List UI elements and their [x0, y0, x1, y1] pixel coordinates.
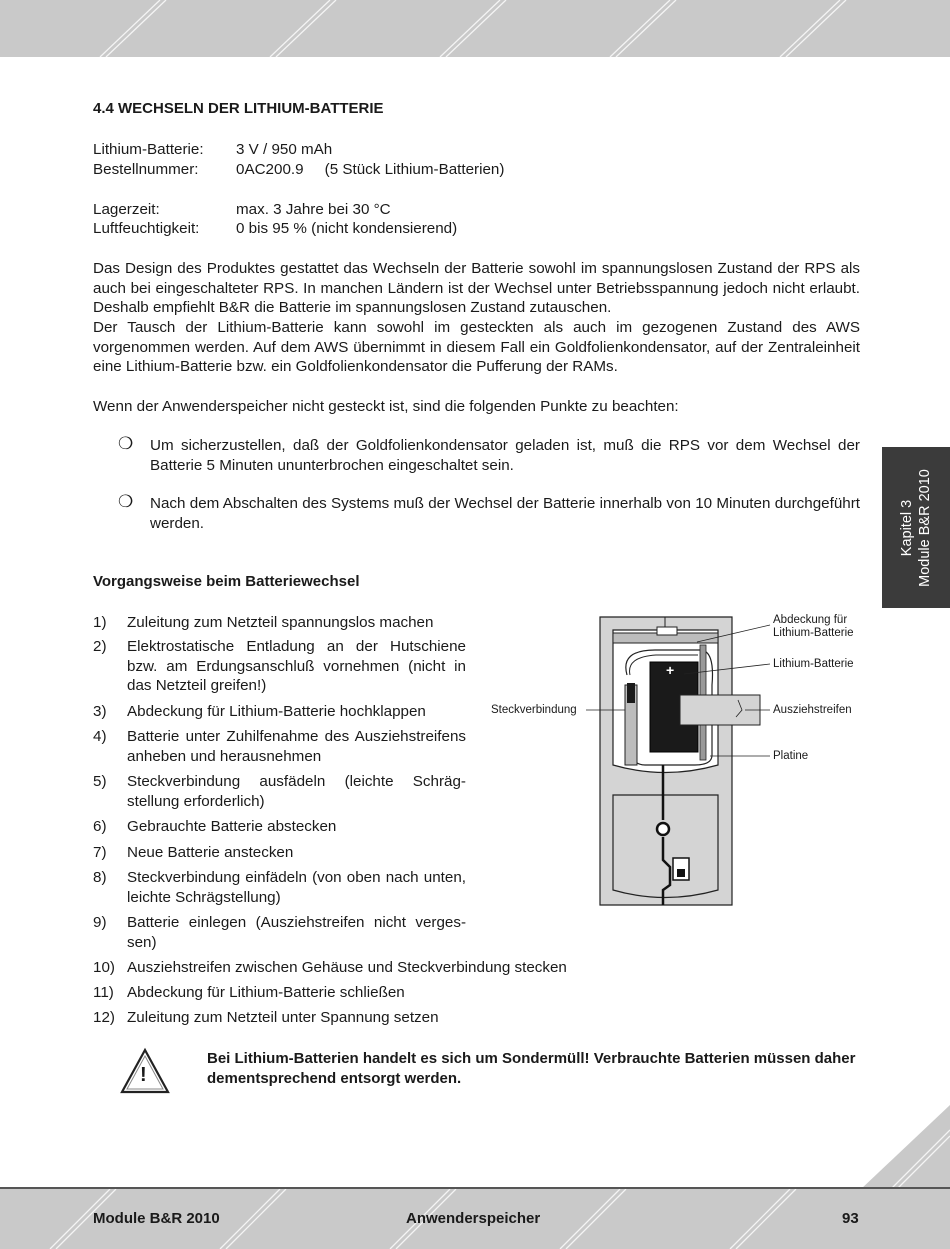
- diagram-label-battery: Lithium-Batterie: [773, 658, 854, 670]
- spec-value-humidity: 0 bis 95 % (nicht kondensierend): [236, 220, 458, 237]
- spec-label-order: Bestellnummer:: [93, 161, 199, 178]
- spec-value-order: 0AC200.9 (5 Stück Lithium-Batterien): [236, 161, 505, 178]
- warning-icon-glyph: !: [140, 1064, 147, 1086]
- diagram-label-cover: Abdeckung für Lithium-Batterie: [773, 614, 854, 639]
- side-tab-title: Module B&R 2010: [917, 468, 933, 587]
- spec-label-humidity: Luftfeuchtigkeit:: [93, 220, 200, 237]
- footer-section-title: Anwenderspeicher: [406, 1210, 541, 1227]
- battery-plus-sign: +: [666, 662, 675, 678]
- diagram-label-board: Platine: [773, 750, 809, 762]
- bullet-icon: ❍: [118, 434, 134, 453]
- paragraph-exchange: Der Tausch der Lithium-Batterie kann sowohl im gesteckten als auch im gezogenen Zustand des AWS vorgenommen werden. Auf dem AWS übernimmt in diesem Fall ein Goldfolienkondensator, auf der Zentraleinheit eine Lithium-Batterie bzw. ein Goldfolienkondensator die Pufferung der RAMs.: [93, 319, 860, 376]
- page-number: 93: [842, 1210, 859, 1227]
- spec-label-storage: Lagerzeit:: [93, 201, 160, 218]
- cable-connector: [657, 823, 669, 835]
- diagram-label-strip: Ausziehstreifen: [773, 704, 852, 716]
- connector-plug: [627, 683, 635, 703]
- footer-product-name: Module B&R 2010: [93, 1210, 220, 1227]
- section-heading: 4.4 WECHSELN DER LITHIUM-BATTERIE: [93, 100, 384, 117]
- warning-text: Bei Lithium-Batterien handelt es sich um Sondermüll! Verbrauchte Batterien müssen daher dementsprechend entsorgt werden.: [207, 1050, 856, 1087]
- corner-triangle-decoration: [860, 1105, 950, 1190]
- paragraph-design: Das Design des Produktes gestattet das Wechseln der Batterie sowohl im spannungslosen Zustand der RPS als auch bei eingeschalteter RPS. In manchen Ländern ist der Wechsel unter Betriebsspannung jedoch nicht erlaubt. Deshalb empfiehlt B&R die Batterie im spannungslosen Zustand zutauschen.: [93, 260, 860, 317]
- bullet-icon: ❍: [118, 492, 134, 511]
- diagram-label-connector: Steckverbindung: [491, 704, 577, 716]
- bullet-text-capacitor: Um sicherzustellen, daß der Goldfolienkondensator geladen ist, muß die RPS vor dem Wechsel der Batterie 5 Minuten ununterbrochen eingeschaltet sein.: [150, 437, 860, 474]
- header-stripe-pattern: [0, 0, 950, 57]
- spec-label-battery: Lithium-Batterie:: [93, 141, 204, 158]
- bullet-text-shutdown: Nach dem Abschalten des Systems muß der Wechsel der Batterie innerhalb von 10 Minuten durchgeführt werden.: [150, 495, 860, 532]
- paragraph-note: Wenn der Anwenderspeicher nicht gesteckt ist, sind die folgenden Punkte zu beachten:: [93, 398, 679, 415]
- module-lower-section: [613, 795, 718, 898]
- battery-diagram: [480, 605, 880, 910]
- side-tab-chapter: Kapitel 3: [899, 499, 915, 556]
- chapter-side-tab: [882, 447, 950, 608]
- procedure-heading: Vorgangsweise beim Batteriewechsel: [93, 573, 360, 590]
- header-band: [0, 0, 950, 57]
- spec-value-battery: 3 V / 950 mAh: [236, 141, 333, 158]
- spec-value-storage: max. 3 Jahre bei 30 °C: [236, 201, 391, 218]
